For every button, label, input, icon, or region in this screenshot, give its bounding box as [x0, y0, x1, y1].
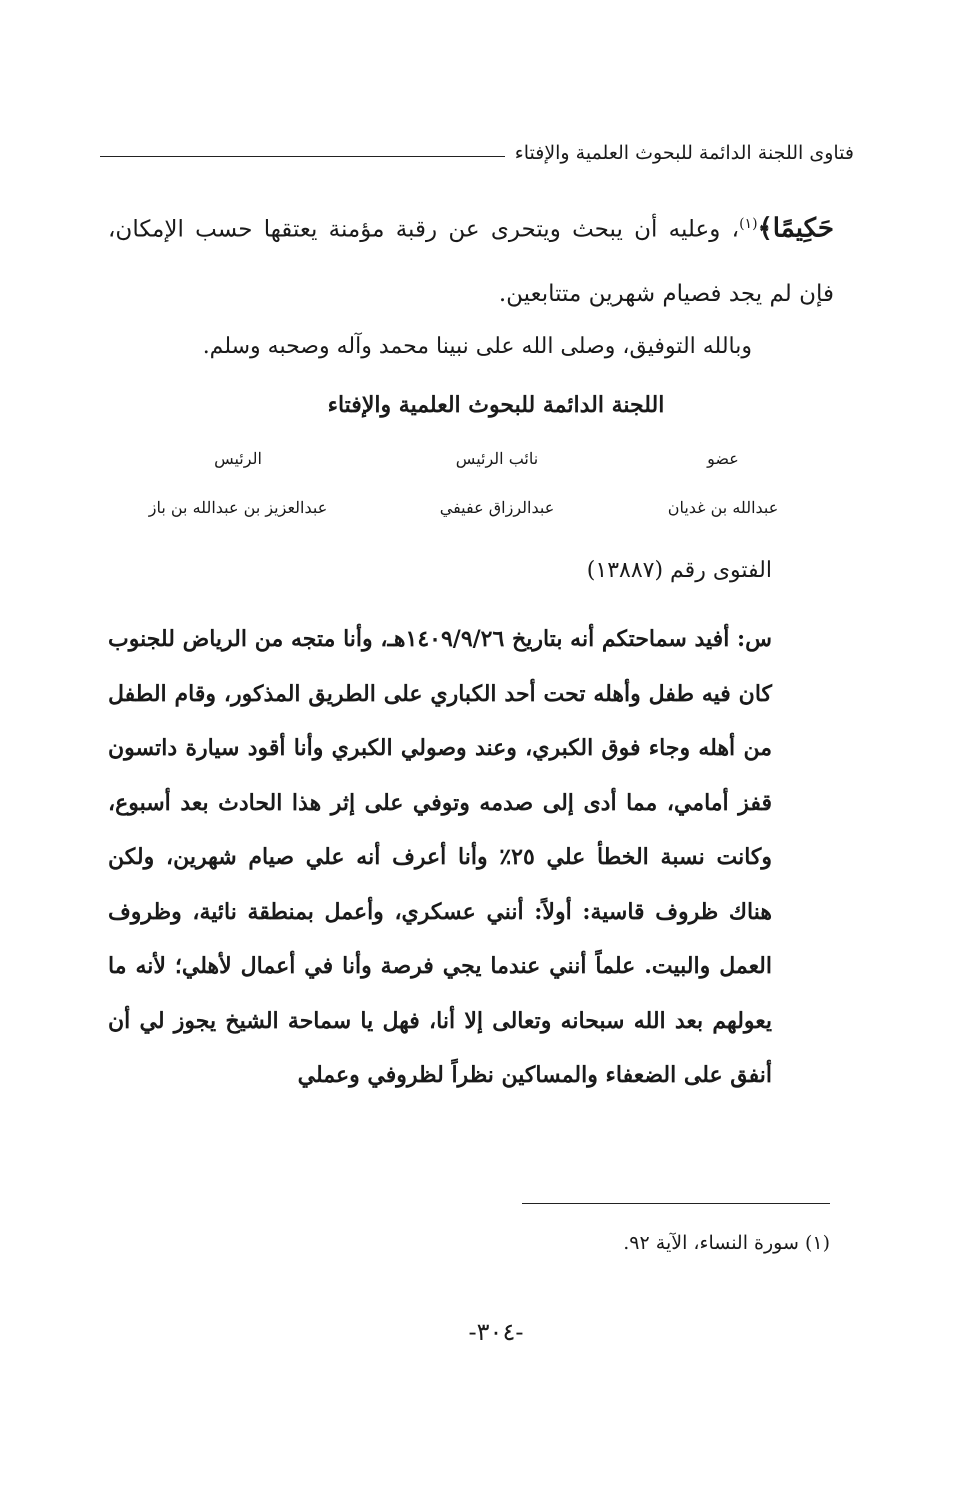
committee-title: اللجنة الدائمة للبحوث العلمية والإفتاء [327, 392, 665, 418]
page-number: -٣٠٤- [468, 1318, 524, 1346]
intro-text: ، وعليه أن يبحث ويتحرى عن رقبة مؤمنة يعتقها حسب الإمكان، فإن لم يجد فصيام شهرين متتابعين. [108, 216, 834, 307]
signature-role: الرئيس [214, 449, 262, 468]
question-paragraph [108, 612, 772, 1103]
signature-member [608, 444, 838, 517]
signature-president [108, 444, 368, 517]
footnote: (١) سورة النساء، الآية ٩٢. [623, 1232, 830, 1254]
intro-paragraph [108, 192, 834, 326]
running-header [100, 136, 854, 170]
quran-word: حَكِيمًا﴾ [757, 213, 834, 244]
running-title: فتاوى اللجنة الدائمة للبحوث العلمية والإفتاء [514, 142, 854, 164]
signature-role: عضو [707, 449, 739, 468]
closing-line: وبالله التوفيق، وصلى الله على نبينا محمد وآله وصحبه وسلم. [202, 334, 752, 359]
signature-name: عبدالرزاق عفيفي [439, 498, 555, 517]
signature-name: عبدالعزيز بن عبدالله بن باز [148, 498, 328, 517]
signature-role: نائب الرئيس [455, 449, 539, 468]
header-rule [100, 156, 505, 157]
footnote-marker: (١) [739, 216, 758, 232]
footnote-rule [522, 1203, 830, 1204]
signature-vice-president [382, 444, 612, 517]
signature-name: عبدالله بن غديان [667, 498, 779, 517]
question-text: س: أفيد سماحتكم أنه بتاريخ ١٤٠٩/٩/٢٦هـ، وأنا متجه من الرياض للجنوب كان فيه طفل وأهله تحت أحد الكباري على الطريق المذكور، وقام الطفل من أهله وجاء فوق الكبري، وعند وصولي الكبري وأنا أقود سيارة داتسون قفز أمامي، مما أدى إلى صدمه وتوفي على إثر هذا الحادث بعد أسبوع، وكانت نسبة الخطأ علي ٢٥٪ وأنا أعرف أنه علي صيام شهرين، ولكن هناك ظروف قاسية: أولاً: أنني عسكري، وأعمل بمنطقة نائية، وظروف العمل والبيت. علماً أنني عندما يجي فرصة وأنا في أعمال لأهلي؛ لأنه ما يعولهم بعد الله سبحانه وتعالى إلا أنا، فهل يا سماحة الشيخ يجوز لي أن أنفق على الضعفاء والمساكين نظراً لظروفي وعملي [108, 626, 773, 1088]
fatwa-number: الفتوى رقم (١٣٨٨٧) [586, 558, 772, 583]
